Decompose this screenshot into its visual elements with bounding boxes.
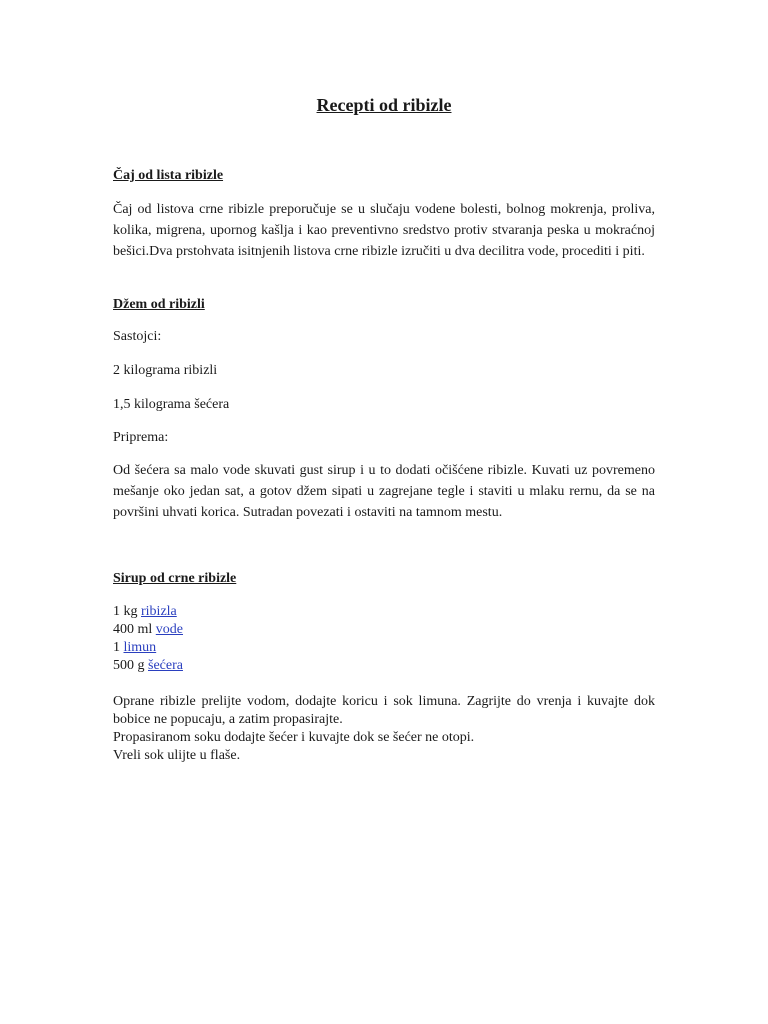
ingredient-line: [113, 621, 183, 639]
ingredient-line: [113, 657, 183, 675]
section-heading-dzem: Džem od ribizli: [113, 297, 205, 312]
ingredient-line: [113, 603, 177, 621]
ingredient-qty: 400 ml: [113, 622, 156, 637]
page-title: Recepti od ribizle: [316, 95, 452, 115]
section-heading-sirup: Sirup od crne ribizle: [113, 571, 237, 586]
section-heading-caj: Čaj od lista ribizle: [113, 168, 224, 183]
section-body-dzem: Od šećera sa malo vode skuvati gust sirup i u to dodati očišćene ribizle. Kuvati uz povremeno mešanje oko jedan sat, a gotov džem sipati u zagrejane tegle i staviti u mlaku rernu, da se na površini uhvati korica. Sutradan povezati i ostaviti na tamnom mestu.: [113, 463, 655, 520]
ingredient-qty: 1: [113, 640, 124, 655]
section-body-sirup: Vreli sok ulijte u flaše.: [113, 748, 241, 763]
ingredient-link-limun[interactable]: limun: [123, 640, 157, 655]
section-body-sirup: Propasiranom soku dodajte šećer i kuvajte dok se šećer ne otopi.: [113, 730, 475, 745]
section-body-sirup: Oprane ribizle prelijte vodom, dodajte koricu i sok limuna. Zagrijte do vrenja i kuvajte dok bobice ne popucaju, a zatim propasirajte.: [113, 694, 655, 727]
ingredient-line: 2 kilograma ribizli: [113, 363, 218, 378]
section-body-caj: Čaj od listova crne ribizle preporučuje se u slučaju vodene bolesti, bolnog mokrenja, proliva, kolika, migrena, upornog kašlja i kao preventivno sredstvo protiv stvaranja peska u mokraćnoj bešici.Dva prstohvata isitnjenih listova crne ribizle izručiti u dva decilitra vode, procediti i piti.: [113, 202, 655, 259]
ingredients-label: Sastojci:: [113, 329, 162, 344]
ingredient-qty: 500 g: [113, 658, 148, 673]
ingredient-link-secera[interactable]: šećera: [148, 658, 183, 673]
ingredient-qty: 1 kg: [113, 604, 141, 619]
preparation-label: Priprema:: [113, 430, 169, 445]
ingredient-line: 1,5 kilograma šećera: [113, 397, 230, 412]
ingredient-line: [113, 639, 156, 657]
ingredient-link-ribizla[interactable]: ribizla: [141, 604, 177, 619]
ingredient-link-vode[interactable]: vode: [155, 622, 183, 637]
